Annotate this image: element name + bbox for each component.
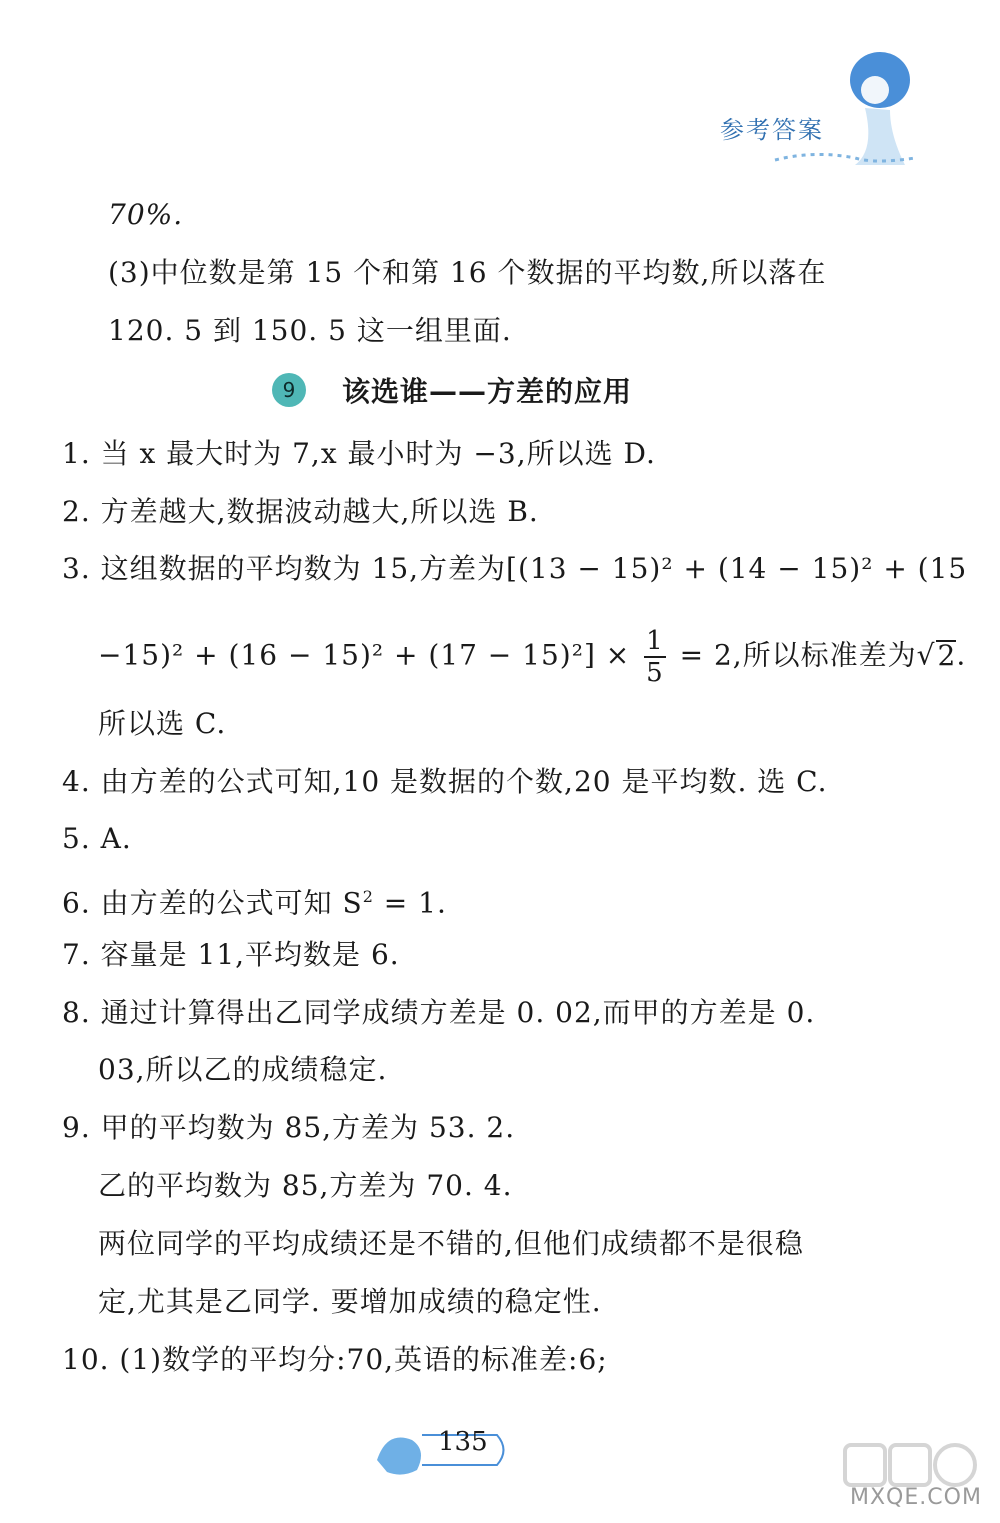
prev-line-2: (3)中位数是第 15 个和第 16 个数据的平均数,所以落在 xyxy=(108,256,827,289)
answer-9-line-1: 9. 甲的平均数为 85,方差为 53. 2. xyxy=(62,1111,516,1144)
prev-line-3: 120. 5 到 150. 5 这一组里面. xyxy=(108,314,512,347)
answer-9-line-4: 定,尤其是乙同学. 要增加成绩的稳定性. xyxy=(98,1285,602,1318)
fraction-numerator: 1 xyxy=(646,626,664,656)
answer-9-line-2: 乙的平均数为 85,方差为 70. 4. xyxy=(98,1169,513,1202)
fraction-one-fifth xyxy=(644,626,666,688)
answer-10: 10. (1)数学的平均分:70,英语的标准差:6; xyxy=(62,1343,608,1376)
answer-5: 5. A. xyxy=(62,822,132,855)
answer-3-line-1: 3. 这组数据的平均数为 15,方差为[(13 − 15)² + (14 − 15)² + (15 xyxy=(62,552,968,585)
answer-6-sup: 2 xyxy=(362,887,374,906)
fraction-denominator: 5 xyxy=(646,658,664,688)
answer-7: 7. 容量是 11,平均数是 6. xyxy=(62,938,400,971)
section-number-badge: 9 xyxy=(272,373,306,407)
answer-3-expr: −15)² + (16 − 15)² + (17 − 15)²] × xyxy=(98,638,631,672)
answer-8-line-2: 03,所以乙的成绩稳定. xyxy=(98,1053,388,1086)
watermark-text: MXQE.COM xyxy=(850,1485,982,1510)
answer-9-line-3: 两位同学的平均成绩还是不错的,但他们成绩都不是很稳 xyxy=(98,1227,804,1260)
answer-3-line-3: 所以选 C. xyxy=(98,707,227,740)
sqrt-radicand: 2 xyxy=(937,638,957,672)
answer-8-line-1: 8. 通过计算得出乙同学成绩方差是 0. 02,而甲的方差是 0. xyxy=(62,996,816,1029)
header-decoration xyxy=(715,40,925,170)
answer-6 xyxy=(62,877,447,923)
answer-3-result: = 2,所以标准差为√ xyxy=(679,638,936,672)
answer-3-line-2 xyxy=(98,626,966,688)
section-heading xyxy=(272,370,632,410)
header-title: 参考答案 xyxy=(720,116,824,144)
answer-4: 4. 由方差的公式可知,10 是数据的个数,20 是平均数. 选 C. xyxy=(62,765,828,798)
page-number: 135 xyxy=(438,1427,488,1457)
answer-6-post: = 1. xyxy=(373,886,447,920)
section-title: 该选谁——方差的应用 xyxy=(342,375,633,408)
answer-6-pre: 6. 由方差的公式可知 S xyxy=(62,886,363,920)
answer-3-period: . xyxy=(956,638,967,672)
answer-1: 1. 当 x 最大时为 7,x 最小时为 −3,所以选 D. xyxy=(62,437,656,470)
prev-line-1: 70%. xyxy=(108,198,184,231)
answer-2: 2. 方差越大,数据波动越大,所以选 B. xyxy=(62,495,539,528)
